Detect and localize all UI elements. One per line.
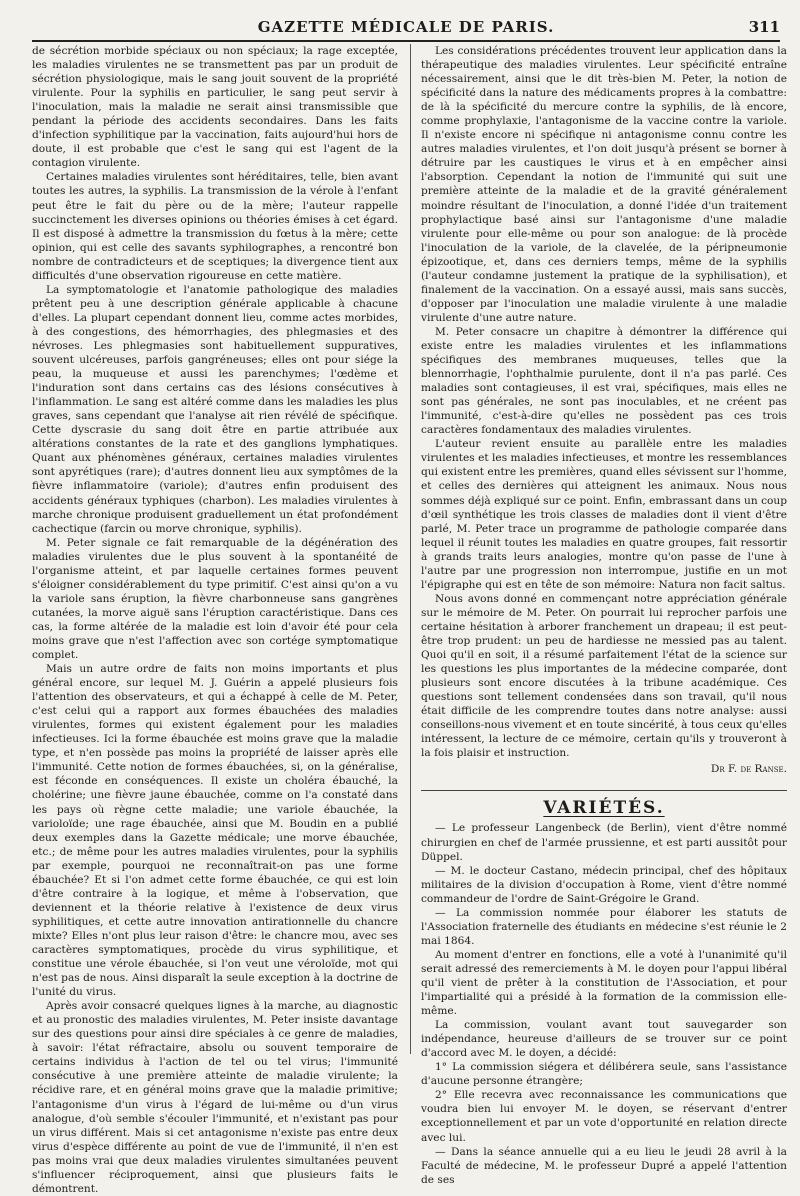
section-rule (421, 790, 787, 791)
left-column (32, 44, 398, 1196)
paragraph: M. Peter consacre un chapitre à démontrer la différence qui existe entre les maladies virulentes et les inflammations spécifiques des membranes muqueuses, telles que la blennorrhagie, l'ophthalmie purulente, dont il n'a pas parlé. Ces maladies sont contagieuses, il est vrai, spécifiques, mais elles ne sont pas générales, ne sont pas inoculables, et ne créent pas l'immunité, c'est-à-dire qu'elles ne possèdent pas ces trois caractères fondamentaux des maladies virulentes. (421, 325, 787, 437)
page-header (32, 18, 780, 40)
paragraph: La symptomatologie et l'anatomie pathologique des maladies prêtent peu à une description générale applicable à chacune d'elles. La plupart cependant donnent lieu, comme actes morbides, à des congestions, des hémorrhagies, des phlegmasies et des névroses. Les phlegmasies sont habituellement suppuratives, souvent ulcéreuses, parfois gangréneuses; elles ont pour siége la peau, la muqueuse et aussi les parenchymes; l'œdème et l'induration sont dans certains cas des lésions consécutives à l'inflammation. Le sang est altéré comme dans les maladies les plus graves, sans cependant que l'analyse ait rien révélé de spécifique. Cette dyscrasie du sang doit être en partie attribuée aux altérations constantes de la rate et des ganglions lymphatiques. Quant aux phénomènes généraux, certaines maladies virulentes sont apyrétiques (rare); d'autres donnent lieu aux symptômes de la fièvre inflammatoire (variole); d'autres enfin produisent des accidents généraux typhiques (charbon). Les maladies virulentes à marche chronique produisent graduellement un état profondément cachectique (farcin ou morve chronique, syphilis). (32, 283, 398, 535)
news-item: 1° La commission siégera et délibérera seule, sans l'assistance d'aucune personne étrangère; (421, 1061, 787, 1088)
column-separator (410, 44, 411, 1054)
paragraph: Certaines maladies virulentes sont héréditaires, telle, bien avant toutes les autres, la syphilis. La transmission de la vérole à l'enfant peut être le fait du père ou de la mère; l'auteur rappelle succinctement les diverses opinions ou théories émises à cet égard. Il est disposé à admettre la transmission du fœtus à la mère; cette opinion, qui est celle des savants syphilographes, a rencontré bon nombre de contradicteurs et de sceptiques; la divergence tient aux difficultés d'une observation rigoureuse en cette matière. (32, 171, 398, 282)
section-title-varietes: VARIÉTÉS. (543, 798, 665, 819)
page-number: 311 (748, 18, 780, 36)
paragraph: M. Peter signale ce fait remarquable de la dégénération des maladies virulentes due le plus souvent à la spontanéité de l'organisme atteint, et par laquelle certaines formes peuvent s'éloigner considérablement du type primitif. C'est ainsi qu'on a vu la variole sans éruption, la fièvre charbonneuse sans gangrènes cutanées, la morve aiguë sans l'éruption caractéristique. Dans ces cas, la forme altérée de la maladie est loin d'avoir été pour cela moins grave que n'est l'affection avec son cortége symptomatique complet. (32, 536, 398, 662)
news-item: — M. le docteur Castano, médecin principal, chef des hôpitaux militaires de la division d'occupation à Rome, vient d'être nommé commandeur de l'ordre de Saint-Grégoire le Grand. (421, 864, 787, 905)
paragraph: Après avoir consacré quelques lignes à la marche, au diagnostic et au pronostic des maladies virulentes, M. Peter insiste davantage sur des questions pour ainsi dire spéciales à ce genre de maladies, à savoir: l'état réfractaire, absolu ou souvent temporaire de certains individus à l'action de tel ou tel virus; l'immunité consécutive à une première atteinte de maladie virulente; la récidive rare, et en général moins grave que la maladie primitive; l'antagonisme d'un virus à l'égard de lui-même ou d'un virus analogue, d'où semble s'écouler l'immunité, et n'existant pas pour un virus différent. Mais si cet antagonisme n'existe pas entre deux virus d'espèce différente au point de vue de l'immunité, il n'en est pas moins vrai que deux maladies virulentes simultanées peuvent s'influencer réciproquement, ainsi que plusieurs faits le démontrent. (32, 1000, 398, 1195)
header-rule (32, 40, 780, 42)
paragraph: Mais un autre ordre de faits non moins importants et plus général encore, sur lequel M. J. Guérin a appelé plusieurs fois l'attention des observateurs, et qui a échappé à celle de M. Peter, c'est celui qui a rapport aux formes ébauchées des maladies virulentes, formes qui existent également pour les maladies infectieuses. Ici la forme ébauchée est moins grave que la maladie type, et n'en possède pas moins la propriété de laisser après elle l'immunité. Cette notion de formes ébauchées, si, on la généralise, est féconde en conséquences. Il existe un choléra ébauché, la cholérine; une fièvre jaune ébauchée, comme on l'a constaté dans les pays où règne cette maladie; une variole ébauchée, la varioloïde; une rage ébauchée, ainsi que M. Boudin en a publié deux exemples dans la Gazette médicale; une morve ébauchée, etc.; de même pour les autres maladies virulentes, pour la syphilis par exemple, pourquoi ne reconnaîtrait-on pas une forme ébauchée? Et si l'on admet cette forme ébauchée, ce qui est loin d'être contraire à la logique, et même à l'observation, que deviennent et la théorie relative à l'existence de deux virus syphilitiques, et cette autre innovation antirationnelle du chancre mixte? Elles n'ont plus leur raison d'être: le chancre mou, avec ses caractères symptomatiques, procède du virus syphilitique, et constitue une vérole ébauchée, si l'on veut une véroloïde, mot qui n'est pas de nous. Ainsi disparaît la seule exception à la doctrine de l'unité du virus. (32, 663, 398, 999)
news-item: — Le professeur Langenbeck (de Berlin), vient d'être nommé chirurgien en chef de l'armée prussienne, et est parti aussitôt pour Düppel. (421, 822, 787, 863)
paragraph: de sécrétion morbide spéciaux ou non spéciaux; la rage exceptée, les maladies virulentes ne se transmettent pas par un produit de sécrétion physiologique, mais le sang jouit souvent de la propriété virulente. Pour la syphilis en particulier, le sang peut servir à l'inoculation, mais la maladie ne serait ainsi transmissible que pendant la période des accidents secondaires. Dans les faits d'infection syphilitique par la vaccination, faits aujourd'hui hors de doute, il est probable que c'est le sang qui est l'agent de la contagion virulente. (32, 45, 398, 170)
news-item: — La commission nommée pour élaborer les statuts de l'Association fraternelle des étudiants en médecine s'est réunie le 2 mai 1864. (421, 906, 787, 947)
news-item: Au moment d'entrer en fonctions, elle a voté à l'unanimité qu'il serait adressé des remerciements à M. le doyen pour l'appui libéral qu'il vient de prêter à la constitution de l'Association, et pour l'impartialité qui a présidé à la formation de la commission elle-même. (421, 948, 787, 1018)
paragraph: L'auteur revient ensuite au parallèle entre les maladies virulentes et les maladies infectieuses, et montre les ressemblances qui existent entre les premières, quand elles sévissent sur l'homme, et celles des dernières qui atteignent les animaux. Nous nous sommes déjà expliqué sur ce point. Enfin, embrassant dans un coup d'œil synthétique les trois classes de maladies dont il vient d'être parlé, M. Peter trace un programme de pathologie comparée dans lequel il réunit toutes les maladies en quatre groupes, fait ressortir à grands traits leurs analogies, montre qu'on passe de l'une à l'autre par une progression non interrompue, justifie en un mot l'épigraphe qui est en tête de son mémoire: Natura non facit saltus. (421, 438, 787, 591)
paragraph: Nous avons donné en commençant notre appréciation générale sur le mémoire de M. Peter. On pourrait lui reprocher parfois une certaine hésitation à arborer franchement un drapeau; il est peut-être trop prudent: un peu de hardiesse ne messied pas au talent. Quoi qu'il en soit, il a résumé parfaitement l'état de la science sur les questions les plus importantes de la médecine comparée, dont plusieurs sont encore discutées à la tribune académique. Ces questions sont tellement condensées dans son travail, qu'il nous était difficile de les comprendre toutes dans notre analyse: aussi conseillons-nous vivement et en toute sincérité, à tous ceux qu'elles intéressent, la lecture de ce mémoire, certain qu'ils y trouveront à la fois plaisir et instruction. (421, 592, 787, 760)
paragraph: Les considérations précédentes trouvent leur application dans la thérapeutique des maladies virulentes. Leur spécificité entraîne nécessairement, ainsi que le dit très-bien M. Peter, la notion de spécificité dans la nature des médicaments propres à la combattre: de là la spécificité du mercure contre la syphilis, de là encore, comme prophylaxie, l'antagonisme de la vaccine contre la variole. Il n'existe encore ni spécifique ni antagonisme connu contre les autres maladies virulentes, et l'on doit jusqu'à présent se borner à détruire par les caustiques le virus et à en empêcher ainsi l'absorption. Cependant la notion de l'immunité qui suit une première atteinte de la maladie et de la gravité généralement moindre résultant de l'inoculation, a donné l'idée d'un traitement prophylactique basé ainsi sur l'antagonisme d'une maladie virulente pour elle-même ou pour son analogue: de là procède l'inoculation de la variole, de la clavelée, de la péripneumonie épizootique, et, dans ces derniers temps, même de la syphilis (l'auteur condamne justement la pratique de la syphilisation), et finalement de la vaccination. On a essayé aussi, mais sans succès, d'opposer par l'inoculation une maladie virulente à une maladie virulente d'une autre nature. (421, 45, 787, 324)
journal-title: GAZETTE MÉDICALE DE PARIS. (257, 18, 555, 36)
news-item: — Dans la séance annuelle qui a eu lieu le jeudi 28 avril à la Faculté de médecine, M. le professeur Dupré a appelé l'attention de ses (421, 1145, 787, 1186)
news-item: La commission, voulant avant tout sauvegarder son indépendance, heureuse d'ailleurs de se trouver sur ce point d'accord avec M. le doyen, a décidé: (421, 1019, 787, 1060)
news-item: 2° Elle recevra avec reconnaissance les communications que voudra bien lui envoyer M. le doyen, se réservant d'entrer exceptionnellement et par un vote d'opportunité en relation directe avec lui. (421, 1089, 787, 1144)
author-signature: Dr F. de Ranse. (710, 763, 787, 776)
right-column (421, 44, 787, 1187)
